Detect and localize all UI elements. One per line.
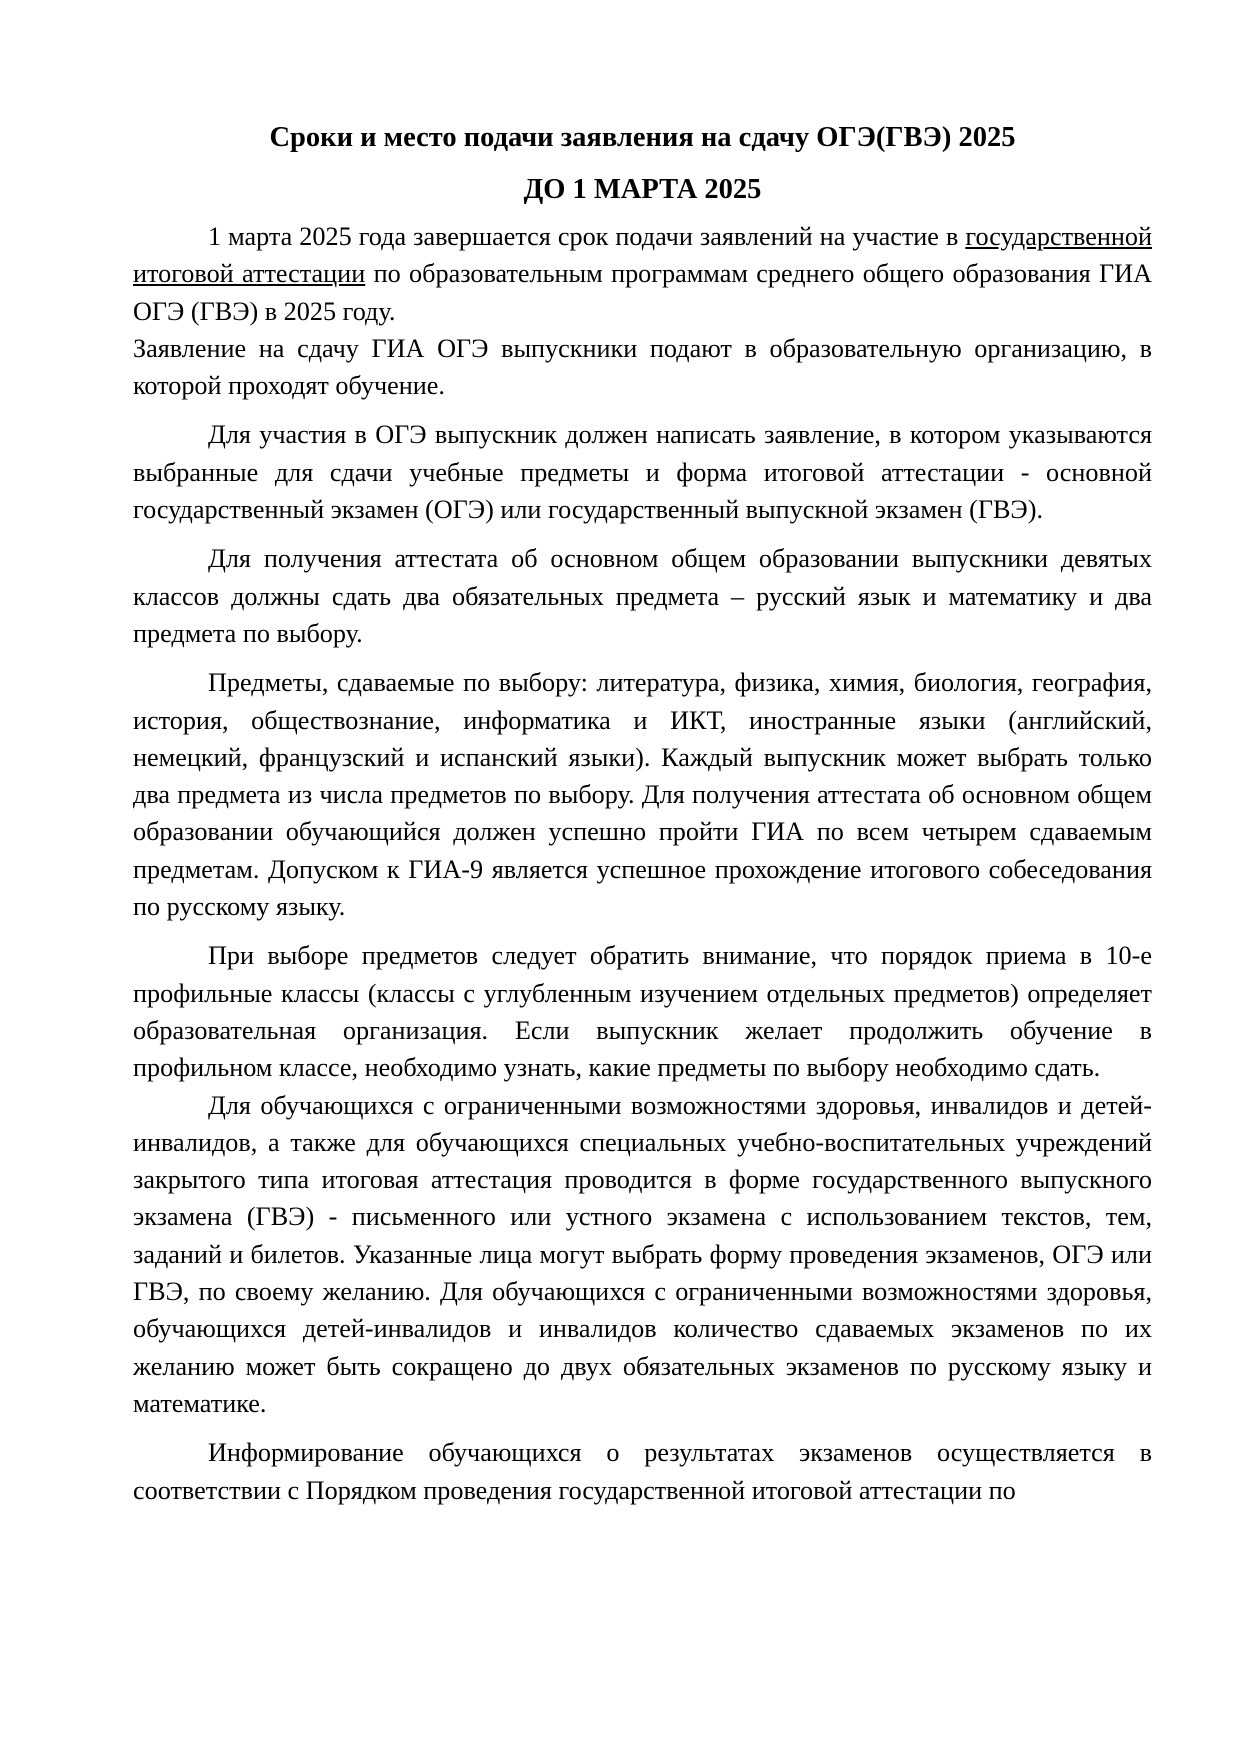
paragraph-required-subjects: Для получения аттестата об основном общем образовании выпускники девятых классов должны сдать два обязательных предмета – русский язык и математику и два предмета по выбору. bbox=[133, 544, 1152, 648]
paragraph-special-needs: Для обучающихся с ограниченными возможностями здоровья, инвалидов и детей-инвалидов, а также для обучающихся специальных учебно-воспитательных учреждений закрытого типа итоговая аттестация проводится в форме государственного выпускного экзамена (ГВЭ) - письменного или устного экзамена с использованием текстов, тем, заданий и билетов. Указанные лица могут выбрать форму проведения экзаменов, ОГЭ или ГВЭ, по своему желанию. Для обучающихся с ограниченными возможностями здоровья, обучающихся детей-инвалидов и инвалидов количество сдаваемых экзаменов по их желанию может быть сокращено до двух обязательных экзаменов по русскому языку и математике. bbox=[133, 1090, 1152, 1418]
paragraph-deadline bbox=[133, 218, 1152, 330]
document-body bbox=[133, 112, 1152, 1509]
paragraph-elective-subjects: Предметы, сдаваемые по выбору: литература, физика, химия, биология, география, история, обществознание, информатика и ИКТ, иностранные языки (английский, немецкий, французский и испанский языки). Каждый выпускник может выбрать только два предмета из числа предметов по выбору. Для получения аттестата об основном общем образовании обучающийся должен успешно пройти ГИА по всем четырем сдаваемым предметам. Допуском к ГИА-9 является успешное прохождение итогового собеседования по русскому языку. bbox=[133, 668, 1152, 922]
paragraph-application: Для участия в ОГЭ выпускник должен написать заявление, в котором указываются выбранные для сдачи учебные предметы и форма итоговой аттестации - основной государственный экзамен (ОГЭ) или государственный выпускной экзамен (ГВЭ). bbox=[133, 420, 1152, 525]
page-title: Сроки и место подачи заявления на сдачу ОГЭ(ГВЭ) 2025 bbox=[269, 122, 1016, 153]
gia-link[interactable]: государственной итоговой аттестации bbox=[133, 222, 1152, 289]
paragraph-profile-classes: При выборе предметов следует обратить внимание, что порядок приема в 10-е профильные классы (классы с углубленным изучением отдельных предметов) определяет образовательная организация. Если выпускник желает продолжить обучение в профильном классе, необходимо узнать, какие предметы по выбору необходимо сдать. bbox=[133, 941, 1152, 1083]
paragraph-text: 1 марта 2025 года завершается срок подачи заявлений на участие в bbox=[208, 222, 966, 251]
paragraph-results: Информирование обучающихся о результатах экзаменов осуществляется в соответствии с Порядком проведения государственной итоговой аттестации по bbox=[133, 1438, 1152, 1505]
deadline-heading: ДО 1 МАРТА 2025 bbox=[523, 174, 762, 205]
paragraph-where-to-apply: Заявление на сдачу ГИА ОГЭ выпускники подают в образовательную организацию, в которой проходят обучение. bbox=[133, 333, 1152, 401]
paragraph-text: по образовательным программам среднего общего образования ГИА ОГЭ (ГВЭ) в 2025 году. bbox=[133, 259, 1152, 326]
